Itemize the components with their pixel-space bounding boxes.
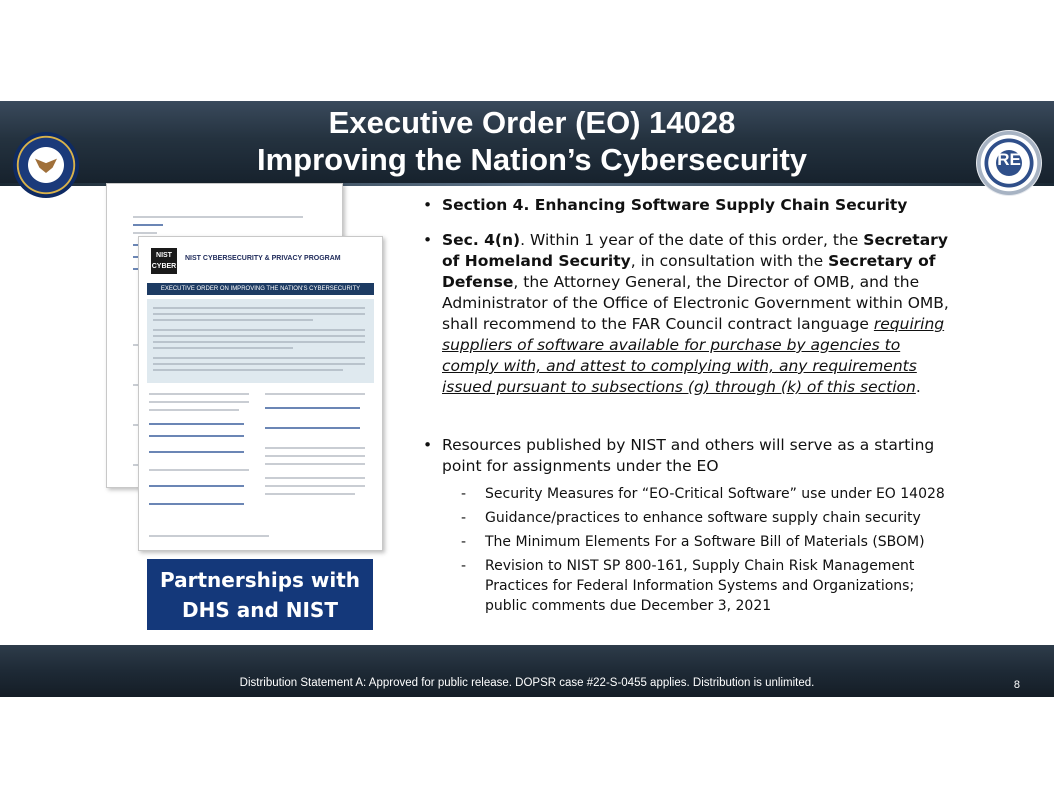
partnerships-line1: Partnerships with xyxy=(159,567,361,592)
sub-item-sp-800-161: - Revision to NIST SP 800-161, Supply Chain Risk Management Practices for Federal Information Systems and Organizations; public comments due December 3, 2021 xyxy=(461,558,915,614)
slide-title-line2: Improving the Nation’s Cybersecurity xyxy=(256,142,808,177)
document-program-title: NIST CYBERSECURITY & PRIVACY PROGRAM xyxy=(185,255,341,262)
nist-logo-icon: NIST CYBER xyxy=(151,248,177,274)
sub-item-sbom: - The Minimum Elements For a Software Bill of Materials (SBOM) xyxy=(461,534,925,550)
slide xyxy=(0,101,1054,697)
partnerships-line2: DHS and NIST xyxy=(182,597,338,622)
partnerships-callout xyxy=(147,559,373,630)
distribution-statement: Distribution Statement A: Approved for public release. DOPSR case #22-S-0455 applies. Distribution is unlimited. xyxy=(239,677,815,689)
bullet-dot-icon: • xyxy=(423,196,433,214)
eagle-icon xyxy=(35,155,57,173)
page-number: 8 xyxy=(1013,679,1020,691)
department-of-defense-seal-icon xyxy=(13,132,79,198)
sub-item-guidance: - Guidance/practices to enhance software supply chain security xyxy=(461,510,921,526)
slide-header xyxy=(0,101,1054,186)
bullet-sec-4n: • Sec. 4(n). Within 1 year of the date of this order, the Secretary of Homeland Security, in consultation with the Secretary of Defense, the Attorney General, the Director of OMB, and the Administrator of the Office of Electronic Government within OMB, shall recommend to the FAR Council contract language requiring suppliers of software available for purchase by agencies to comply with, and attest to complying with, any requirements issued pursuant to subsections (g) through (k) of this section. xyxy=(423,231,949,396)
bullet-resources: • Resources published by NIST and others will serve as a starting point for assignments under the EO xyxy=(423,436,935,475)
document-thumbnail-front xyxy=(138,236,383,551)
bullet-dot-icon: • xyxy=(423,231,433,249)
document-banner: EXECUTIVE ORDER ON IMPROVING THE NATION'S CYBERSECURITY xyxy=(147,283,374,295)
document-intro-block xyxy=(147,299,374,383)
bullet-dot-icon: • xyxy=(423,436,433,454)
sub-item-security-measures: - Security Measures for “EO-Critical Software” use under EO 14028 xyxy=(461,486,945,502)
slide-footer xyxy=(0,645,1054,697)
slide-title-line1: Executive Order (EO) 14028 xyxy=(328,105,736,140)
seal-text: RE xyxy=(997,150,1021,169)
bullet-section-4: • Section 4. Enhancing Software Supply Chain Security xyxy=(423,196,908,214)
research-engineering-seal-icon xyxy=(976,130,1042,196)
